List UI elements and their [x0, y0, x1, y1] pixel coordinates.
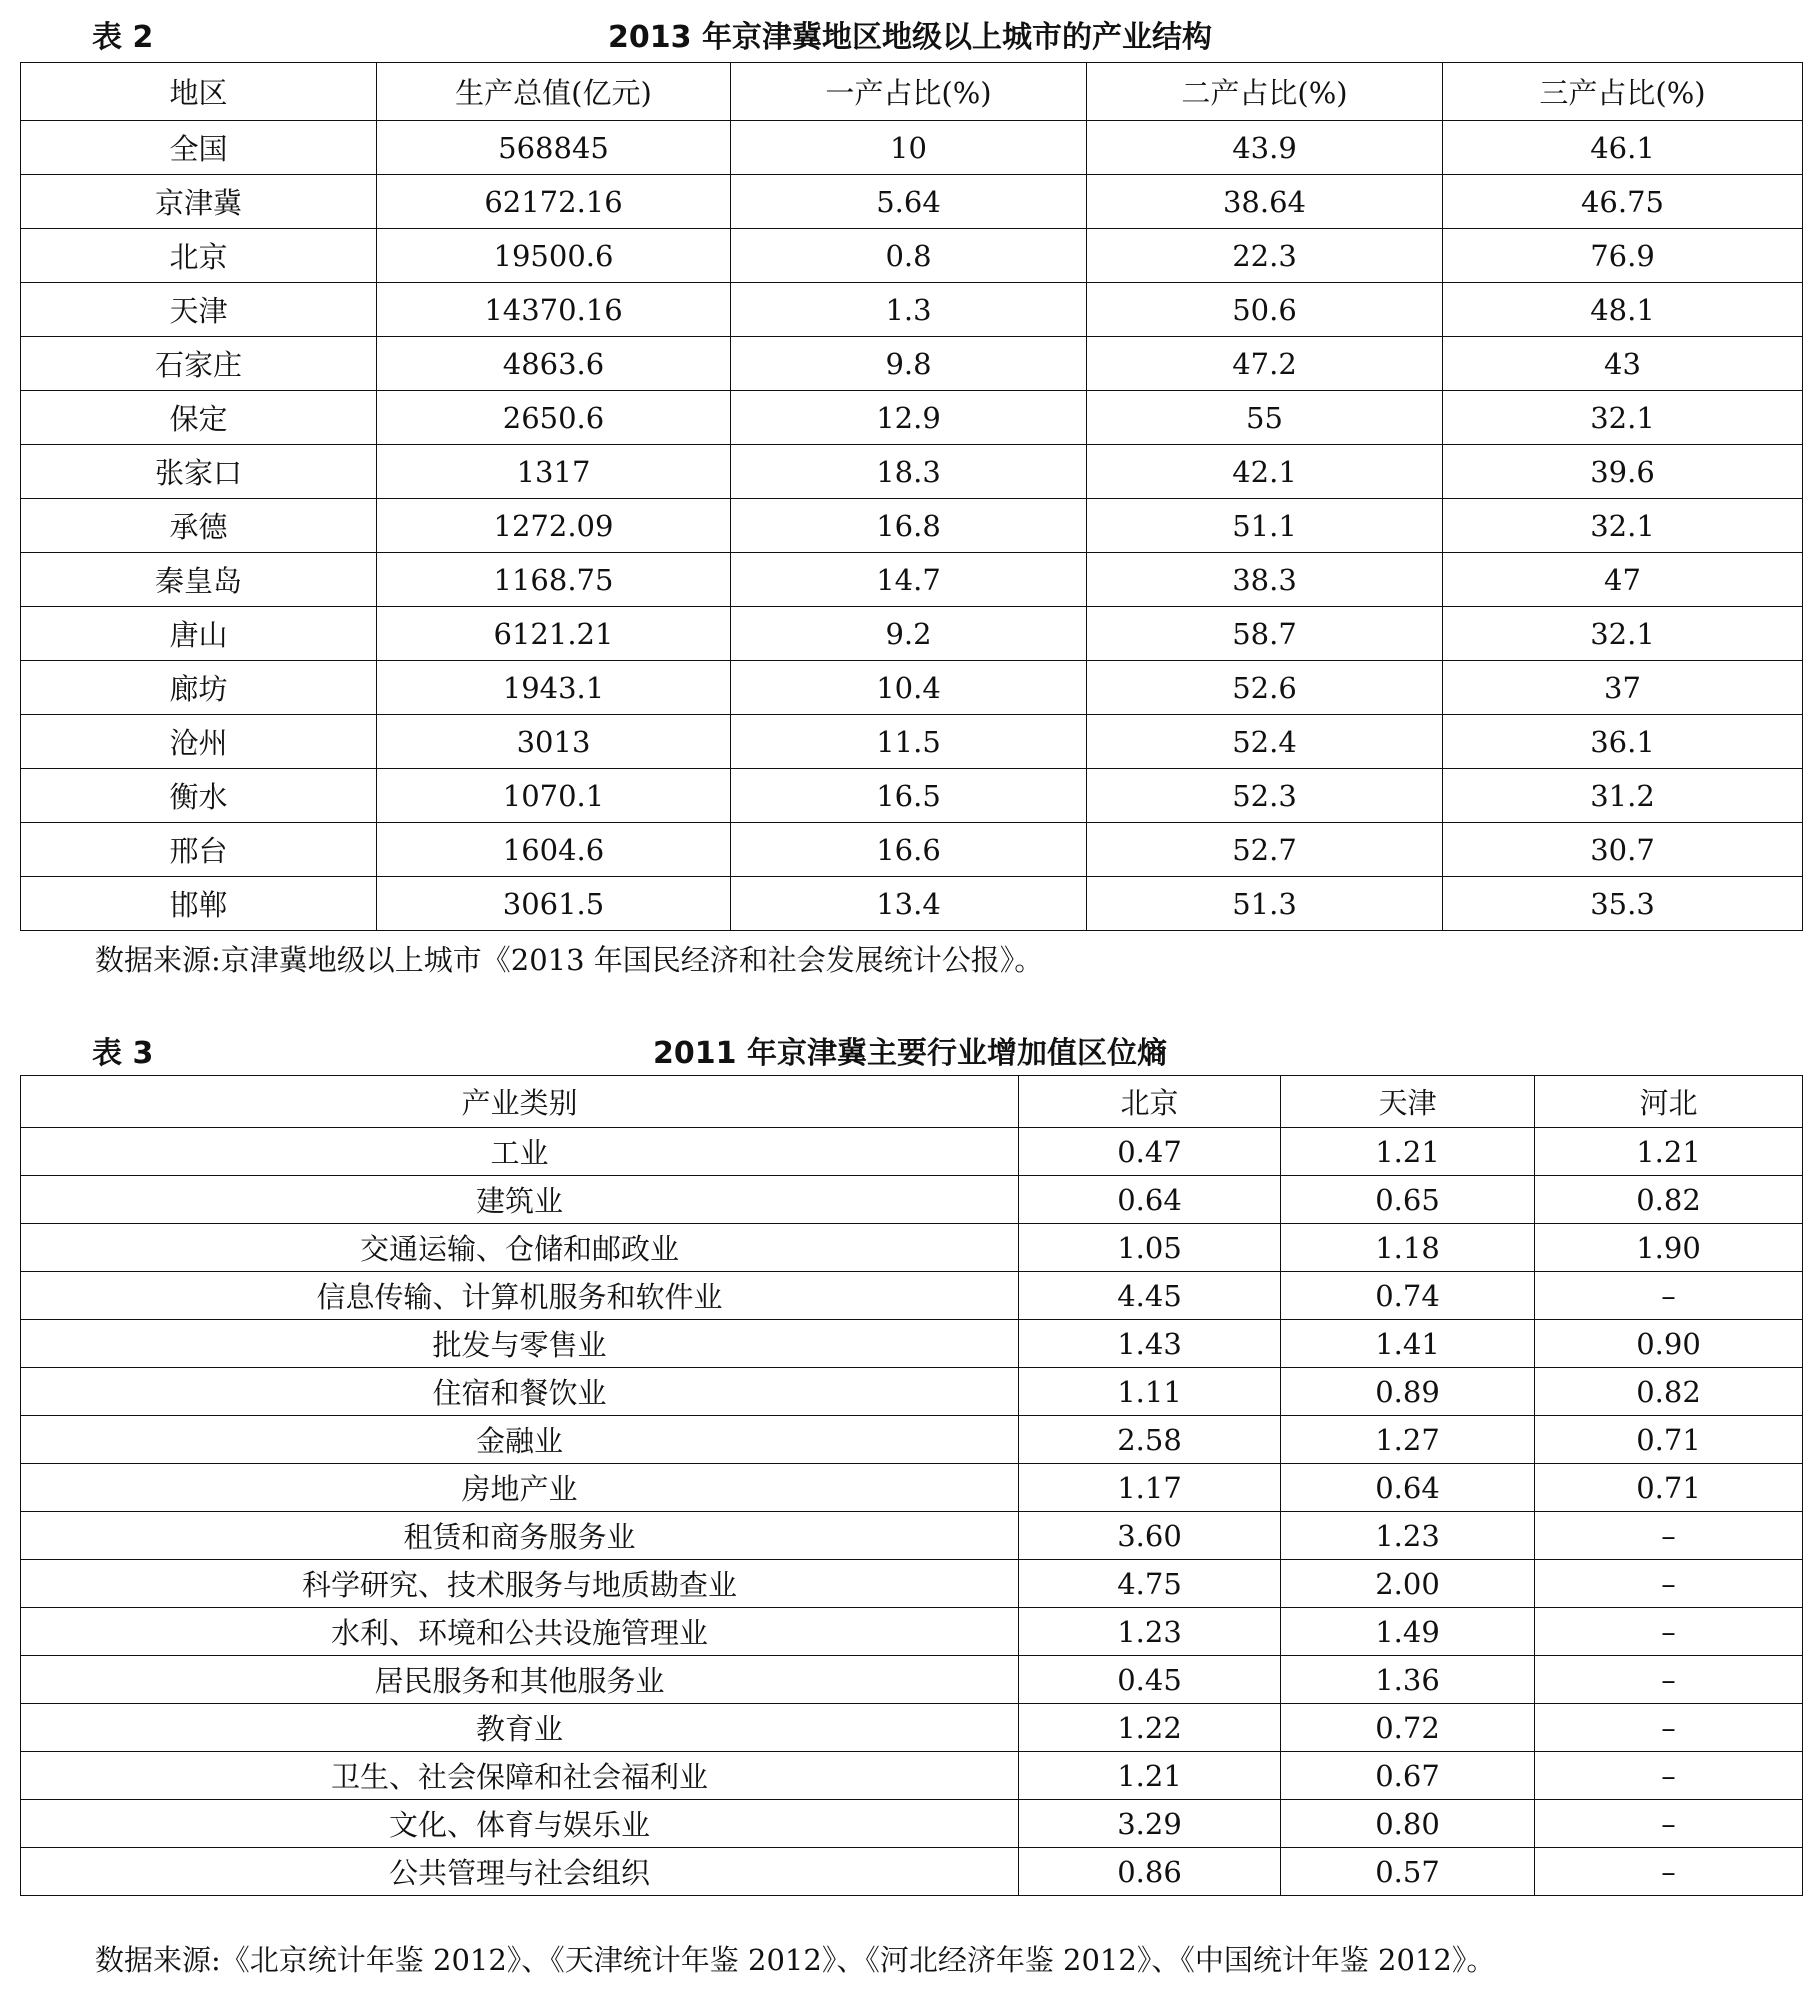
table3-cell: 住宿和餐饮业	[21, 1368, 1019, 1416]
table2-cell: 秦皇岛	[21, 553, 377, 607]
table2-cell: 16.5	[731, 769, 1087, 823]
table3-cell: 0.72	[1281, 1704, 1535, 1752]
table2-cell: 36.1	[1443, 715, 1803, 769]
table2-cell: 16.8	[731, 499, 1087, 553]
table3-cell: 租赁和商务服务业	[21, 1512, 1019, 1560]
table2-cell: 1070.1	[377, 769, 731, 823]
table2-cell: 9.8	[731, 337, 1087, 391]
table2-cell: 4863.6	[377, 337, 731, 391]
table2-cell: 58.7	[1087, 607, 1443, 661]
table2-cell: 11.5	[731, 715, 1087, 769]
table2-caption	[20, 6, 1800, 56]
table3-cell: 科学研究、技术服务与地质勘查业	[21, 1560, 1019, 1608]
table2-cell: 46.75	[1443, 175, 1803, 229]
table3-row	[21, 1704, 1803, 1752]
table3-cell: –	[1535, 1512, 1803, 1560]
table3-cell: 2.58	[1019, 1416, 1281, 1464]
table3-cell: 金融业	[21, 1416, 1019, 1464]
table2-row	[21, 823, 1803, 877]
table2-cell: 19500.6	[377, 229, 731, 283]
table2-row	[21, 769, 1803, 823]
table3-cell: 信息传输、计算机服务和软件业	[21, 1272, 1019, 1320]
table2-header-cell: 生产总值(亿元)	[377, 63, 731, 121]
table2-cell: 52.4	[1087, 715, 1443, 769]
table3-row	[21, 1176, 1803, 1224]
table3-cell: 3.29	[1019, 1800, 1281, 1848]
table2-cell: 5.64	[731, 175, 1087, 229]
table3-cell: 0.64	[1281, 1464, 1535, 1512]
table2-cell: 35.3	[1443, 877, 1803, 931]
table2-row	[21, 877, 1803, 931]
table2-cell: 51.1	[1087, 499, 1443, 553]
table2-cell: 43.9	[1087, 121, 1443, 175]
table3	[20, 1075, 1803, 1896]
table2-cell: 京津冀	[21, 175, 377, 229]
table2-header-row	[21, 63, 1803, 121]
table3-header-row	[21, 1076, 1803, 1128]
table2-cell: 31.2	[1443, 769, 1803, 823]
table2-row	[21, 499, 1803, 553]
table3-cell: 0.82	[1535, 1368, 1803, 1416]
table3-cell: 1.21	[1019, 1752, 1281, 1800]
table2-row	[21, 553, 1803, 607]
table3-row	[21, 1560, 1803, 1608]
table2-row	[21, 661, 1803, 715]
table3-label: 表 3	[92, 1036, 154, 1071]
table2-cell: 全国	[21, 121, 377, 175]
table2-cell: 568845	[377, 121, 731, 175]
table2-row	[21, 715, 1803, 769]
table2-cell: 52.7	[1087, 823, 1443, 877]
table2-cell: 14.7	[731, 553, 1087, 607]
table2-cell: 32.1	[1443, 499, 1803, 553]
table3-caption	[20, 1022, 1800, 1072]
table2-row	[21, 175, 1803, 229]
table2-cell: 46.1	[1443, 121, 1803, 175]
table2-cell: 1.3	[731, 283, 1087, 337]
table2-cell: 北京	[21, 229, 377, 283]
table3-row	[21, 1848, 1803, 1896]
table3-cell: 1.43	[1019, 1320, 1281, 1368]
table3-cell: –	[1535, 1704, 1803, 1752]
table3-header-cell: 北京	[1019, 1076, 1281, 1128]
table3-cell: 1.23	[1281, 1512, 1535, 1560]
table3-cell: 1.23	[1019, 1608, 1281, 1656]
table3-cell: 1.17	[1019, 1464, 1281, 1512]
table3-cell: 1.05	[1019, 1224, 1281, 1272]
table3-row	[21, 1656, 1803, 1704]
table3-cell: 0.86	[1019, 1848, 1281, 1896]
table2-cell: 32.1	[1443, 391, 1803, 445]
table2-cell: 39.6	[1443, 445, 1803, 499]
table2-cell: 32.1	[1443, 607, 1803, 661]
table2-cell: 13.4	[731, 877, 1087, 931]
table2-cell: 50.6	[1087, 283, 1443, 337]
table3-cell: 0.64	[1019, 1176, 1281, 1224]
table2-cell: 38.64	[1087, 175, 1443, 229]
table2-cell: 保定	[21, 391, 377, 445]
table3-cell: 批发与零售业	[21, 1320, 1019, 1368]
table2-cell: 55	[1087, 391, 1443, 445]
table2-cell: 唐山	[21, 607, 377, 661]
table2-cell: 6121.21	[377, 607, 731, 661]
table2-header-cell: 三产占比(%)	[1443, 63, 1803, 121]
table3-row	[21, 1368, 1803, 1416]
table2-cell: 张家口	[21, 445, 377, 499]
table2-cell: 42.1	[1087, 445, 1443, 499]
table3-cell: 2.00	[1281, 1560, 1535, 1608]
table2-cell: 37	[1443, 661, 1803, 715]
table3-cell: 教育业	[21, 1704, 1019, 1752]
table2-cell: 51.3	[1087, 877, 1443, 931]
table2-header-cell: 地区	[21, 63, 377, 121]
table2-cell: 0.8	[731, 229, 1087, 283]
table3-cell: –	[1535, 1560, 1803, 1608]
table3-cell: 1.11	[1019, 1368, 1281, 1416]
table2-cell: 10	[731, 121, 1087, 175]
table3-cell: –	[1535, 1848, 1803, 1896]
table2-cell: 1943.1	[377, 661, 731, 715]
table2-cell: 14370.16	[377, 283, 731, 337]
table3-cell: 1.41	[1281, 1320, 1535, 1368]
table2-cell: 47	[1443, 553, 1803, 607]
table2-row	[21, 337, 1803, 391]
table2-cell: 1168.75	[377, 553, 731, 607]
table3-cell: 1.49	[1281, 1608, 1535, 1656]
table2-cell: 邢台	[21, 823, 377, 877]
table3-cell: 3.60	[1019, 1512, 1281, 1560]
table3-cell: 1.18	[1281, 1224, 1535, 1272]
table2-cell: 62172.16	[377, 175, 731, 229]
table3-cell: –	[1535, 1608, 1803, 1656]
table3-cell: 房地产业	[21, 1464, 1019, 1512]
table3-cell: 0.71	[1535, 1464, 1803, 1512]
table2-cell: 石家庄	[21, 337, 377, 391]
table2-cell: 3061.5	[377, 877, 731, 931]
table3-cell: 0.89	[1281, 1368, 1535, 1416]
table2-cell: 16.6	[731, 823, 1087, 877]
table3-row	[21, 1224, 1803, 1272]
table2-cell: 沧州	[21, 715, 377, 769]
table2-row	[21, 607, 1803, 661]
table3-cell: 4.75	[1019, 1560, 1281, 1608]
table3-row	[21, 1608, 1803, 1656]
table2-cell: 76.9	[1443, 229, 1803, 283]
table2-cell: 9.2	[731, 607, 1087, 661]
table3-cell: 居民服务和其他服务业	[21, 1656, 1019, 1704]
table3-row	[21, 1416, 1803, 1464]
table2-row	[21, 391, 1803, 445]
table3-row	[21, 1800, 1803, 1848]
table3-cell: 1.36	[1281, 1656, 1535, 1704]
table3-title: 2011 年京津冀主要行业增加值区位熵	[653, 1036, 1167, 1071]
table3-cell: –	[1535, 1656, 1803, 1704]
table3-cell: 0.65	[1281, 1176, 1535, 1224]
table3-row	[21, 1320, 1803, 1368]
table2-cell: 48.1	[1443, 283, 1803, 337]
table3-cell: 卫生、社会保障和社会福利业	[21, 1752, 1019, 1800]
table3-cell: 建筑业	[21, 1176, 1019, 1224]
table2-cell: 43	[1443, 337, 1803, 391]
table3-cell: 0.47	[1019, 1128, 1281, 1176]
table3-cell: 0.90	[1535, 1320, 1803, 1368]
table3-cell: 水利、环境和公共设施管理业	[21, 1608, 1019, 1656]
table3-cell: 0.74	[1281, 1272, 1535, 1320]
table3-row	[21, 1512, 1803, 1560]
table3-row	[21, 1128, 1803, 1176]
table2-header-cell: 二产占比(%)	[1087, 63, 1443, 121]
table3-row	[21, 1752, 1803, 1800]
table3-cell: –	[1535, 1272, 1803, 1320]
table2-source-note: 数据来源:京津冀地级以上城市《2013 年国民经济和社会发展统计公报》。	[95, 943, 1044, 977]
table2-cell: 衡水	[21, 769, 377, 823]
table2-cell: 52.6	[1087, 661, 1443, 715]
table3-cell: 1.21	[1281, 1128, 1535, 1176]
table2-cell: 3013	[377, 715, 731, 769]
table2-cell: 52.3	[1087, 769, 1443, 823]
table2-cell: 30.7	[1443, 823, 1803, 877]
table3-cell: 4.45	[1019, 1272, 1281, 1320]
table3-header-cell: 天津	[1281, 1076, 1535, 1128]
table2-cell: 邯郸	[21, 877, 377, 931]
table2-cell: 1604.6	[377, 823, 731, 877]
table3-cell: 0.82	[1535, 1176, 1803, 1224]
table3-cell: –	[1535, 1800, 1803, 1848]
table3-header-cell: 产业类别	[21, 1076, 1019, 1128]
table2-title: 2013 年京津冀地区地级以上城市的产业结构	[608, 20, 1212, 55]
table3-cell: 1.21	[1535, 1128, 1803, 1176]
table2-cell: 天津	[21, 283, 377, 337]
table3-cell: 1.27	[1281, 1416, 1535, 1464]
table2-cell: 2650.6	[377, 391, 731, 445]
table3-cell: 0.57	[1281, 1848, 1535, 1896]
table3-cell: 1.90	[1535, 1224, 1803, 1272]
table3-cell: 交通运输、仓储和邮政业	[21, 1224, 1019, 1272]
table2-row	[21, 445, 1803, 499]
table3-cell: 0.45	[1019, 1656, 1281, 1704]
table3-cell: 0.71	[1535, 1416, 1803, 1464]
table3-cell: 公共管理与社会组织	[21, 1848, 1019, 1896]
table2-row	[21, 121, 1803, 175]
table2-row	[21, 229, 1803, 283]
table3-header-cell: 河北	[1535, 1076, 1803, 1128]
table2-cell: 38.3	[1087, 553, 1443, 607]
table3-cell: 0.67	[1281, 1752, 1535, 1800]
table2-cell: 12.9	[731, 391, 1087, 445]
table3-cell: 1.22	[1019, 1704, 1281, 1752]
table3-cell: –	[1535, 1752, 1803, 1800]
table3-row	[21, 1272, 1803, 1320]
table3-cell: 工业	[21, 1128, 1019, 1176]
table2-cell: 承德	[21, 499, 377, 553]
table3-cell: 文化、体育与娱乐业	[21, 1800, 1019, 1848]
table3-cell: 0.80	[1281, 1800, 1535, 1848]
table3-source-note: 数据来源:《北京统计年鉴 2012》、《天津统计年鉴 2012》、《河北经济年鉴 2012》、《中国统计年鉴 2012》。	[95, 1943, 1496, 1977]
table2	[20, 62, 1803, 931]
table2-cell: 18.3	[731, 445, 1087, 499]
table2-cell: 廊坊	[21, 661, 377, 715]
table2-cell: 22.3	[1087, 229, 1443, 283]
table2-header-cell: 一产占比(%)	[731, 63, 1087, 121]
table2-cell: 10.4	[731, 661, 1087, 715]
table2-label: 表 2	[92, 20, 154, 55]
table2-cell: 1317	[377, 445, 731, 499]
table2-row	[21, 283, 1803, 337]
table2-cell: 47.2	[1087, 337, 1443, 391]
table3-row	[21, 1464, 1803, 1512]
table2-cell: 1272.09	[377, 499, 731, 553]
